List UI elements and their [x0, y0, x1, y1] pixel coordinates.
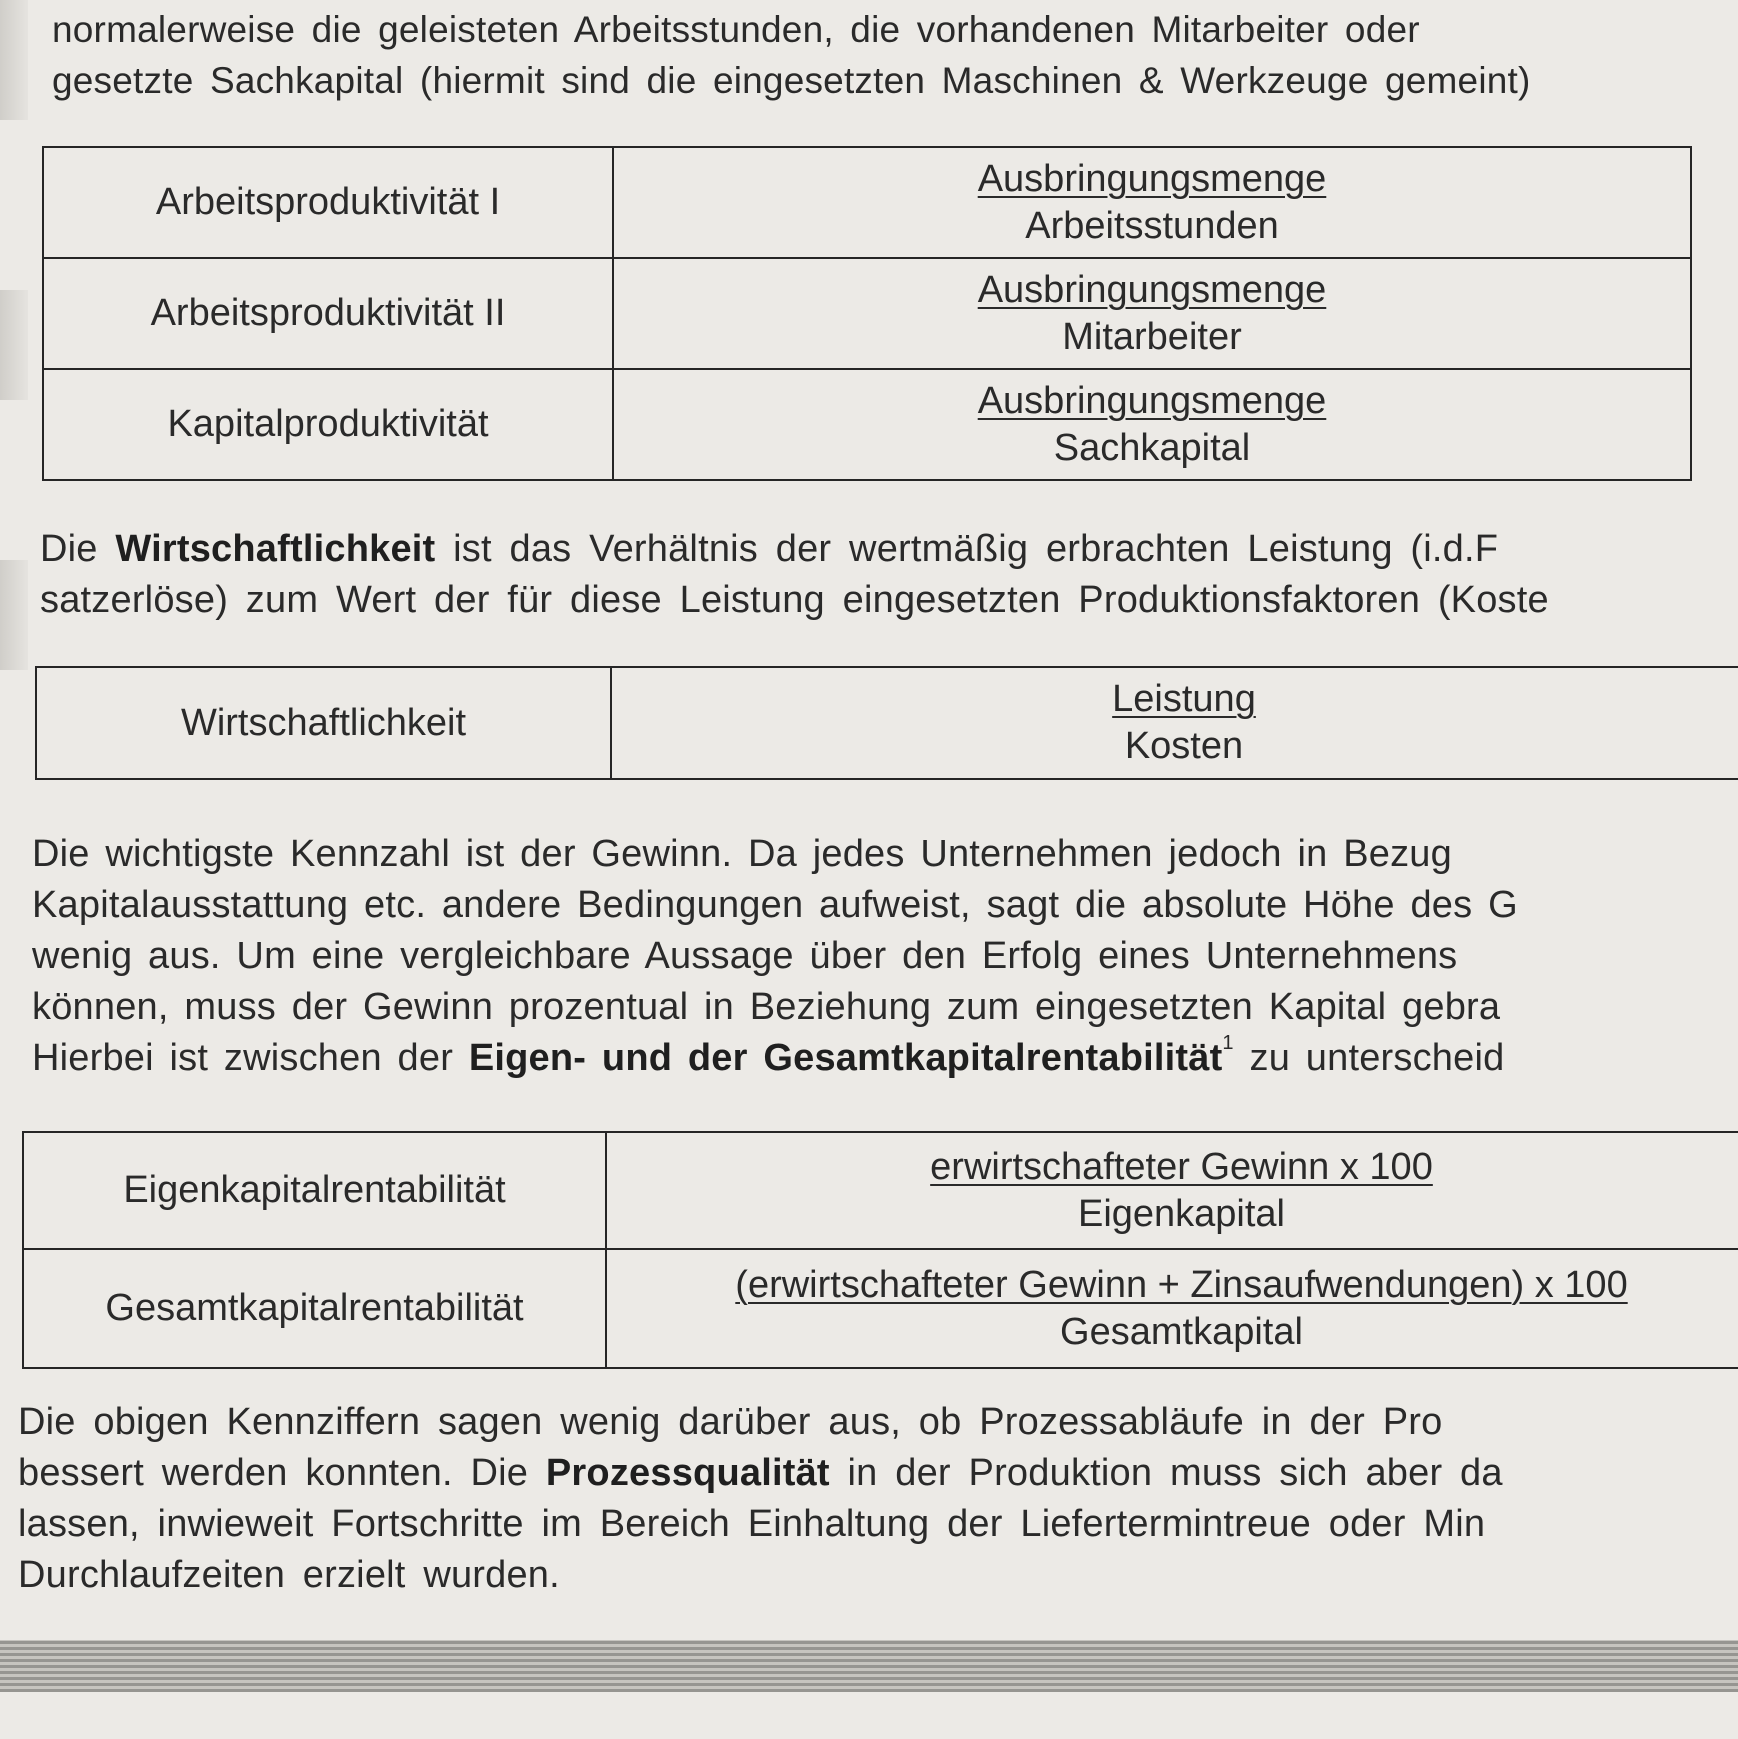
- text-line: wenig aus. Um eine vergleichbare Aussage über den Erfolg eines Unternehmens: [32, 935, 1458, 977]
- term-rentabilitaet: Eigen- und der Gesamtkapitalrentabilität: [468, 1037, 1223, 1079]
- gewinn-paragraph: [32, 829, 1518, 1084]
- prozess-paragraph: [18, 1397, 1503, 1601]
- fraction: [978, 156, 1327, 250]
- formula-cell: [611, 667, 1738, 779]
- formula-cell: [613, 147, 1691, 258]
- text-line: [40, 524, 1549, 575]
- numerator: Ausbringungsmenge: [977, 157, 1327, 200]
- text-span: Hierbei ist zwischen der: [32, 1037, 469, 1079]
- term-prozessqualitaet: Prozessqualität: [545, 1452, 830, 1494]
- denominator: Gesamtkapital: [1060, 1310, 1303, 1353]
- fraction: [930, 1144, 1433, 1238]
- scan-edge-shadow: [0, 290, 28, 400]
- numerator: Leistung: [1112, 678, 1256, 720]
- formula-cell: [606, 1249, 1738, 1368]
- numerator: (erwirtschafteter Gewinn + Zinsaufwendungen) x 100: [735, 1263, 1628, 1306]
- text-line: Durchlaufzeiten erzielt wurden.: [18, 1554, 560, 1596]
- formula-cell: [613, 258, 1691, 369]
- term-wirtschaftlichkeit: Wirtschaftlichkeit: [115, 528, 436, 570]
- table-row: [43, 258, 1691, 369]
- formula-cell: [613, 369, 1691, 480]
- table-row: [23, 1132, 1738, 1249]
- kpi-label: Kapitalproduktivität: [43, 369, 613, 480]
- kpi-label: Arbeitsproduktivität I: [43, 147, 613, 258]
- text-line: können, muss der Gewinn prozentual in Beziehung zum eingesetzten Kapital gebra: [32, 986, 1501, 1028]
- denominator: Kosten: [1124, 725, 1244, 767]
- intro-paragraph: [52, 4, 1531, 106]
- text-line: Die wichtigste Kennzahl ist der Gewinn. Da jedes Unternehmen jedoch in Bezug: [32, 833, 1452, 875]
- text-line: gesetzte Sachkapital (hiermit sind die eingesetzten Maschinen & Werkzeuge gemeint): [52, 60, 1531, 101]
- scan-edge-shadow: [0, 0, 28, 120]
- scan-footer-stripes: [0, 1640, 1738, 1692]
- text-line: Die obigen Kennziffern sagen wenig darüber aus, ob Prozessabläufe in der Pro: [18, 1401, 1443, 1443]
- numerator: Ausbringungsmenge: [977, 268, 1327, 311]
- productivity-table: [42, 146, 1692, 481]
- table-row: [36, 667, 1738, 779]
- text-line: satzerlöse) zum Wert der für diese Leistung eingesetzten Produktionsfaktoren (Koste: [40, 579, 1549, 621]
- text-span: bessert werden konnten. Die: [18, 1452, 546, 1494]
- table-row: [23, 1249, 1738, 1368]
- text-line: normalerweise die geleisteten Arbeitsstunden, die vorhandenen Mitarbeiter oder: [52, 9, 1420, 50]
- fraction: [978, 378, 1327, 472]
- kpi-label: Arbeitsproduktivität II: [43, 258, 613, 369]
- fraction: [1112, 676, 1256, 770]
- wirtschaftlichkeit-paragraph: [40, 524, 1549, 626]
- kpi-label: Eigenkapitalrentabilität: [23, 1132, 606, 1249]
- numerator: erwirtschafteter Gewinn x 100: [930, 1145, 1433, 1188]
- kpi-label: Gesamtkapitalrentabilität: [23, 1249, 606, 1368]
- fraction: [735, 1262, 1627, 1356]
- text-line: [32, 1033, 1518, 1084]
- denominator: Eigenkapital: [1077, 1192, 1286, 1235]
- text-span: ist das Verhältnis der wertmäßig erbrachten Leistung (i.d.F: [435, 528, 1499, 570]
- text-span: Die: [40, 528, 116, 570]
- fraction: [978, 267, 1327, 361]
- scan-edge-shadow: [0, 560, 28, 670]
- text-span: zu unterscheid: [1233, 1037, 1505, 1079]
- numerator: Ausbringungsmenge: [977, 379, 1327, 422]
- rentabilitaet-table: [22, 1131, 1738, 1369]
- formula-cell: [606, 1132, 1738, 1249]
- text-line: lassen, inwieweit Fortschritte im Bereich Einhaltung der Liefertermintreue oder Min: [18, 1503, 1486, 1545]
- text-line: Kapitalausstattung etc. andere Bedingungen aufweist, sagt die absolute Höhe des G: [32, 884, 1518, 926]
- denominator: Sachkapital: [1053, 426, 1251, 469]
- wirtschaftlichkeit-table: [35, 666, 1738, 780]
- text-span: in der Produktion muss sich aber da: [829, 1452, 1503, 1494]
- table-row: [43, 147, 1691, 258]
- kpi-label: Wirtschaftlichkeit: [36, 667, 611, 779]
- text-line: [18, 1448, 1503, 1499]
- table-row: [43, 369, 1691, 480]
- denominator: Arbeitsstunden: [1025, 204, 1279, 247]
- footnote-marker: 1: [1222, 1032, 1234, 1054]
- denominator: Mitarbeiter: [1062, 315, 1242, 358]
